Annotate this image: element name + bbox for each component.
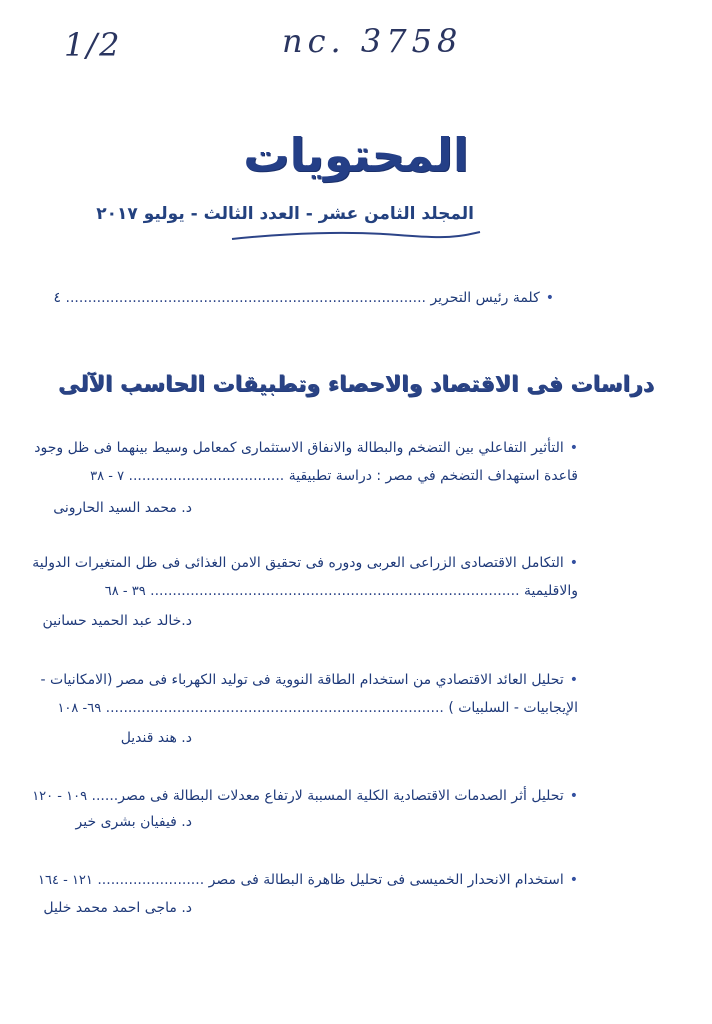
bullet-icon: •: [569, 555, 578, 571]
section-heading: دراسات فى الاقتصاد والاحصاء وتطبيقات الحاسب الآلى: [57, 372, 655, 397]
bullet-icon: •: [569, 872, 578, 888]
article-pages: ٧ - ٣٨: [90, 469, 125, 484]
article-title-line1: استخدام الانحدار الخميسى فى تحليل ظاهرة البطالة فى مصر: [208, 872, 564, 888]
article-pages: ١٠٩ - ١٢٠: [32, 789, 88, 804]
leader-dots: ...................................: [124, 468, 289, 484]
bullet-icon: •: [569, 440, 578, 456]
article-author: د.خالد عبد الحميد حسانين: [42, 613, 192, 629]
article-title-line1: التكامل الاقتصادى الزراعى العربى ودوره فى تحقيق الامن الغذائى فى ظل المتغيرات الدولية: [32, 555, 564, 571]
article-title-line1: التأثير التفاعلي بين التضخم والبطالة والانفاق الاستثمارى كمعامل وسيط بينهما فى ظل وجود: [34, 440, 564, 456]
toc-item-article[interactable]: [32, 549, 578, 605]
article-author: د. هند قنديل: [120, 730, 192, 746]
bullet-icon: •: [569, 788, 578, 804]
article-title-line2: قاعدة استهداف التضخم في مصر : دراسة تطبيقية: [288, 468, 578, 484]
article-pages: ٣٩ - ٦٨: [104, 584, 146, 599]
article-author: د. ماجى احمد محمد خليل: [43, 900, 192, 916]
toc-item-article[interactable]: [32, 782, 578, 810]
article-title-line2: الإيجابيات - السلبيات ): [448, 700, 578, 716]
toc-item-editor[interactable]: [53, 290, 554, 306]
issue-underline: [228, 229, 484, 245]
handwritten-page-mark: 1/2: [64, 26, 122, 64]
article-pages: ١٢١ - ١٦٤: [38, 873, 93, 888]
article-author: د. محمد السيد الحارونى: [53, 500, 192, 516]
editor-page: ٤: [53, 290, 62, 306]
editor-label: كلمة رئيس التحرير: [430, 290, 540, 306]
article-title-line2: والاقليمية: [523, 583, 578, 599]
leader-dots: .................................................................................: [61, 290, 426, 306]
bullet-icon: •: [569, 672, 578, 688]
article-title-line1: تحليل أثر الصدمات الاقتصادية الكلية المسببة لارتفاع معدلات البطالة فى مصر: [118, 788, 564, 804]
toc-item-article[interactable]: [40, 666, 578, 722]
bullet-icon: •: [545, 290, 554, 306]
article-title-line1: تحليل العائد الاقتصادي من استخدام الطاقة النووية فى توليد الكهرباء فى مصر (الامكانيات -: [40, 672, 564, 688]
leader-dots: ...................................................................................: [145, 583, 524, 599]
toc-item-article[interactable]: [34, 434, 578, 490]
leader-dots: ........................: [92, 872, 209, 888]
article-author: د. فيفيان بشرى خير: [75, 814, 192, 830]
article-pages: ٦٩- ١٠٨: [57, 701, 102, 716]
leader-dots: ......: [87, 788, 119, 804]
leader-dots: ............................................................................: [101, 700, 449, 716]
page-title: المحتويات: [243, 128, 469, 182]
toc-item-article[interactable]: [38, 866, 578, 894]
issue-info: المجلد الثامن عشر - العدد الثالث - يوليو ٢٠١٧: [96, 204, 474, 224]
handwritten-reference-number: nc. 3758: [282, 22, 463, 60]
